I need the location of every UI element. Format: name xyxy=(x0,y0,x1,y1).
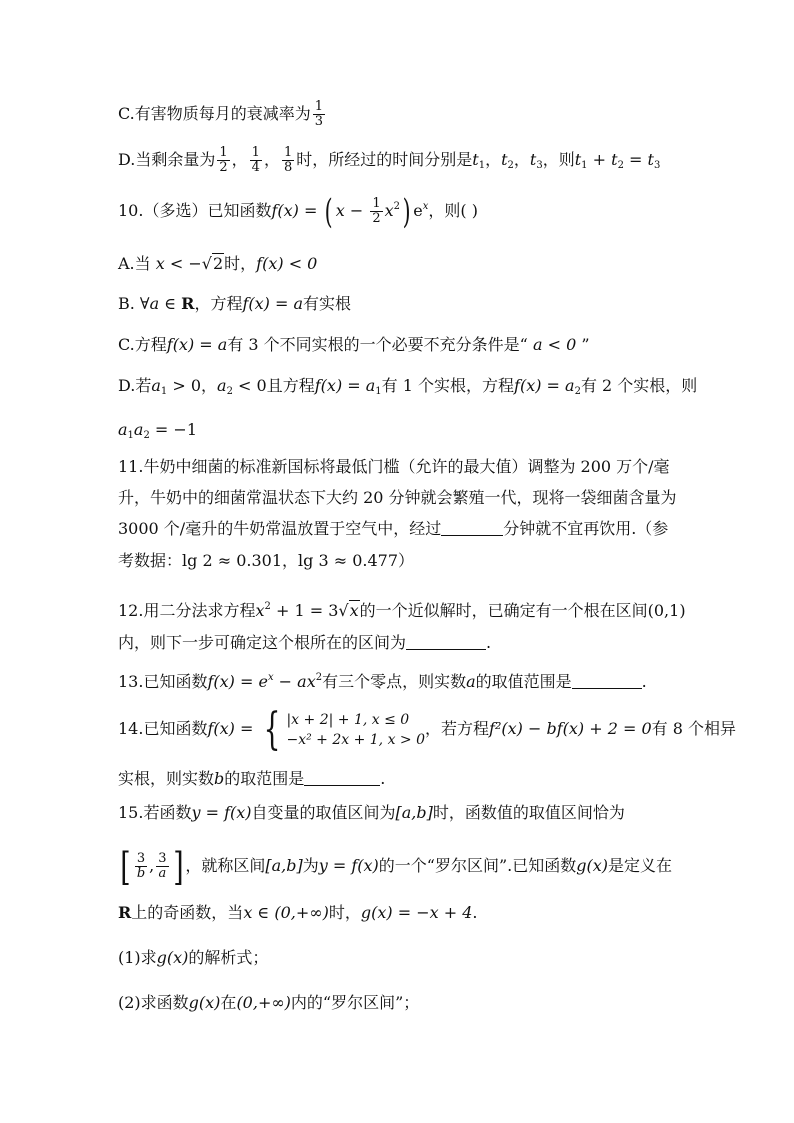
option-10d xyxy=(118,375,697,403)
math: x xyxy=(384,201,394,220)
fraction xyxy=(313,100,325,129)
question-text: . xyxy=(486,633,492,652)
superscript: 2 xyxy=(393,201,401,212)
question-text: 时， xyxy=(328,903,361,922)
question-text: . xyxy=(380,769,386,788)
option-text: D.若 xyxy=(118,376,152,395)
superscript: 2 xyxy=(264,601,271,612)
brace: { xyxy=(264,703,281,755)
paren-open: ( xyxy=(325,192,334,232)
denominator: a xyxy=(158,866,167,881)
question-11-line2 xyxy=(118,487,677,509)
option-text: ，则 xyxy=(542,150,575,169)
math: > 0， xyxy=(167,376,218,395)
numerator: 1 xyxy=(372,196,381,211)
question-text: (1)求 xyxy=(118,948,157,967)
math: [a,b] xyxy=(395,803,433,822)
option-text: 有 2 个实根，则 xyxy=(580,376,698,395)
math: f(x) < 0 xyxy=(256,254,318,273)
question-text: 有 8 个相异 xyxy=(651,719,736,738)
denominator: 8 xyxy=(283,160,293,175)
option-text: ，方程 xyxy=(194,294,243,313)
math: + 1 = 3 xyxy=(270,601,339,620)
math: f(x) = a xyxy=(166,335,228,354)
denominator: 3 xyxy=(314,114,324,129)
option-text: ” xyxy=(581,335,590,354)
question-text: 15.若函数 xyxy=(118,803,192,822)
answer-blank[interactable] xyxy=(441,519,503,536)
math: a xyxy=(149,294,160,313)
question-text: 时，函数值的取值区间恰为 xyxy=(432,803,625,822)
option-text: C.方程 xyxy=(118,335,167,354)
question-text: ，则( ) xyxy=(428,201,478,220)
question-text: 自变量的取值区间为 xyxy=(251,803,396,822)
question-text: . xyxy=(641,672,647,691)
question-text: 的一个“罗尔区间”.已知函数 xyxy=(378,856,577,875)
option-10b xyxy=(118,293,351,315)
math: t xyxy=(574,150,582,169)
math: g(x) xyxy=(188,993,221,1012)
math: t xyxy=(611,150,618,169)
question-12-line1 xyxy=(118,596,686,622)
question-text: 在 xyxy=(220,993,237,1012)
question-11-line3 xyxy=(118,518,668,540)
math: − xyxy=(344,201,369,220)
question-11-line4 xyxy=(118,550,414,572)
piecewise xyxy=(286,710,425,750)
subscript: 2 xyxy=(507,160,514,171)
question-text: 分钟就不宜再饮用.（参 xyxy=(503,519,669,538)
question-text: 的取值范围是 xyxy=(475,672,572,691)
question-14-line1 xyxy=(118,703,736,755)
question-14-line2 xyxy=(118,768,385,790)
math: a xyxy=(217,376,227,395)
question-text: 升，牛奶中的细菌常温状态下大约 20 分钟就会繁殖一代，现将一袋细菌含量为 xyxy=(118,488,677,507)
superscript: x xyxy=(267,672,274,683)
math: R xyxy=(118,903,132,922)
subscript: 1 xyxy=(375,386,382,397)
numerator: 1 xyxy=(219,145,228,160)
subscript: 2 xyxy=(143,430,150,441)
option-text: 有实根 xyxy=(303,294,352,313)
math: < 0 xyxy=(232,376,267,395)
math: x < − xyxy=(155,254,202,273)
math: g(x) = −x + 4 xyxy=(360,903,473,922)
fraction xyxy=(370,197,382,226)
numerator: 1 xyxy=(314,99,324,114)
subscript: 3 xyxy=(536,160,543,171)
question-text: . xyxy=(472,903,478,922)
option-text: 时，所经过的时间分别是 xyxy=(296,150,473,169)
math: x xyxy=(349,601,359,620)
math: a < 0 xyxy=(527,335,582,354)
math: f(x) = xyxy=(271,201,323,220)
question-text: 上的奇函数，当 xyxy=(131,903,244,922)
question-15-line1 xyxy=(118,802,625,824)
fraction xyxy=(282,146,294,175)
answer-blank[interactable] xyxy=(572,672,642,689)
question-10 xyxy=(118,192,478,232)
subscript: 2 xyxy=(574,386,581,397)
question-text: 为 xyxy=(302,856,319,875)
math: − ax xyxy=(273,672,316,691)
piece-1: |x + 2| + 1, x ≤ 0 xyxy=(286,711,410,728)
superscript: x xyxy=(422,201,429,212)
question-11-line1 xyxy=(118,456,670,478)
question-text: (2)求函数 xyxy=(118,993,189,1012)
question-15-line3 xyxy=(118,902,477,924)
numerator: 3 xyxy=(135,852,147,867)
math: (0,1) xyxy=(647,601,686,620)
fraction xyxy=(135,852,147,881)
math: f(x) = a xyxy=(242,294,304,313)
math: x ∈ (0,+∞) xyxy=(243,903,329,922)
question-text: 的解析式； xyxy=(188,948,269,967)
math: e xyxy=(413,201,423,220)
question-text: 14.已知函数 xyxy=(118,719,208,738)
numerator: 3 xyxy=(158,851,167,866)
question-text: ，若方程 xyxy=(425,719,490,738)
numerator: 1 xyxy=(283,145,293,160)
question-text: 内的“罗尔区间”； xyxy=(290,993,420,1012)
fraction xyxy=(250,146,262,175)
question-text: 的一个近似解时，已确定有一个根在区间 xyxy=(359,601,648,620)
math: f(x) = a xyxy=(514,376,575,395)
math: b xyxy=(214,769,225,788)
question-text: 11.牛奶中细菌的标准新国标将最低门槛（允许的最大值）调整为 200 万个/毫 xyxy=(118,457,670,476)
option-text: B. ∀ xyxy=(118,294,150,313)
question-text: ，就称区间 xyxy=(185,856,266,875)
denominator: 2 xyxy=(219,160,228,175)
question-text: 实根，则实数 xyxy=(118,769,215,788)
answer-blank[interactable] xyxy=(406,633,486,650)
option-text: 有 3 个不同实根的一个必要不充分条件是“ xyxy=(227,335,528,354)
option-text: 有 1 个实根，方程 xyxy=(381,376,515,395)
option-text: D.当剩余量为 xyxy=(118,150,216,169)
question-13 xyxy=(118,667,647,693)
question-text: 3000 个/毫升的牛奶常温放置于空气中，经过 xyxy=(118,519,442,538)
math: R xyxy=(181,294,195,313)
option-9d: D.当剩余量为 $\frac{1}{2}$ ， $\frac{1}{4}$ ， $\frac{1}{8}$ 时，所经过的时间分别是$t_1$，$t_2$，$t_3$，则$t_1 + t_2 = t_3$ xyxy=(118,145,661,175)
subscript: 1 xyxy=(581,160,588,171)
option-text: 时， xyxy=(224,254,257,273)
math: ∈ xyxy=(159,294,182,313)
question-text: 内，则下一步可确定这个根所在的区间为 xyxy=(118,633,407,652)
question-15-part2 xyxy=(118,992,419,1014)
fraction xyxy=(156,852,168,881)
denominator: 4 xyxy=(251,160,260,175)
question-15-part1 xyxy=(118,947,268,969)
question-15-line2: [ $\frac{3}{b}$ , $\frac{3}{a}$ ] ，就称区间[a,b]为y = f(x)的一个“罗尔区间”.已知函数g(x)是定义在 xyxy=(120,845,673,889)
math: x xyxy=(255,601,265,620)
subscript: 1 xyxy=(160,386,168,397)
math: g(x) xyxy=(156,948,189,967)
question-text: 10.（多选）已知函数 xyxy=(118,201,272,220)
math: = xyxy=(623,150,648,169)
math: a xyxy=(466,672,476,691)
denominator: 2 xyxy=(372,211,381,226)
denominator: b xyxy=(136,866,146,881)
question-text: 是定义在 xyxy=(608,856,673,875)
math: [a,b] xyxy=(265,856,303,875)
subscript: 1 xyxy=(127,430,134,441)
math: f(x) = a xyxy=(314,376,376,395)
math: y = f(x) xyxy=(191,803,252,822)
math: a xyxy=(118,420,128,439)
sqrt-sign: √ xyxy=(201,254,212,273)
math: f(x) = xyxy=(207,719,259,738)
question-text: 有三个零点，则实数 xyxy=(322,672,467,691)
math: t xyxy=(501,150,508,169)
question-text: 的取范围是 xyxy=(224,769,305,788)
math: t xyxy=(647,150,654,169)
superscript: 2 xyxy=(315,672,323,683)
piece-2: −x² + 2x + 1, x > 0 xyxy=(286,731,426,748)
math: f²(x) − bf(x) + 2 = 0 xyxy=(489,719,652,738)
answer-blank[interactable] xyxy=(304,769,380,786)
bracket-close: ] xyxy=(172,845,184,889)
math: x xyxy=(335,201,345,220)
option-text: A.当 xyxy=(118,254,151,273)
question-text: 13.已知函数 xyxy=(118,672,208,691)
question-text: 12.用二分法求方程 xyxy=(118,601,256,620)
option-9c xyxy=(118,100,327,129)
math: t xyxy=(529,150,537,169)
numerator: 1 xyxy=(251,145,260,160)
math: 2 xyxy=(212,254,224,273)
bracket-open: [ xyxy=(120,845,131,889)
math: a xyxy=(151,376,161,395)
question-text: 考数据：lg 2 ≈ 0.301，lg 3 ≈ 0.477） xyxy=(118,551,415,570)
question-12-line2 xyxy=(118,632,491,654)
math: g(x) xyxy=(576,856,608,875)
math: f(x) = e xyxy=(207,672,268,691)
fraction xyxy=(217,146,229,175)
subscript: 2 xyxy=(226,386,233,397)
subscript: 2 xyxy=(617,160,624,171)
math: + xyxy=(587,150,612,169)
math: (0,+∞) xyxy=(236,993,291,1012)
math: = −1 xyxy=(149,420,198,439)
math: y = f(x) xyxy=(318,856,379,875)
paren-close: ) xyxy=(402,192,411,232)
option-10d-cont xyxy=(118,419,197,447)
subscript: 3 xyxy=(653,160,661,171)
option-text: C.有害物质每月的衰减率为 xyxy=(118,104,311,123)
option-10c xyxy=(118,334,590,356)
subscript: 1 xyxy=(478,160,486,171)
cbrt-sign: √ xyxy=(338,601,349,620)
option-10a xyxy=(118,253,317,275)
math: a xyxy=(133,420,144,439)
option-text: 且方程 xyxy=(266,376,315,395)
math: t xyxy=(472,150,479,169)
